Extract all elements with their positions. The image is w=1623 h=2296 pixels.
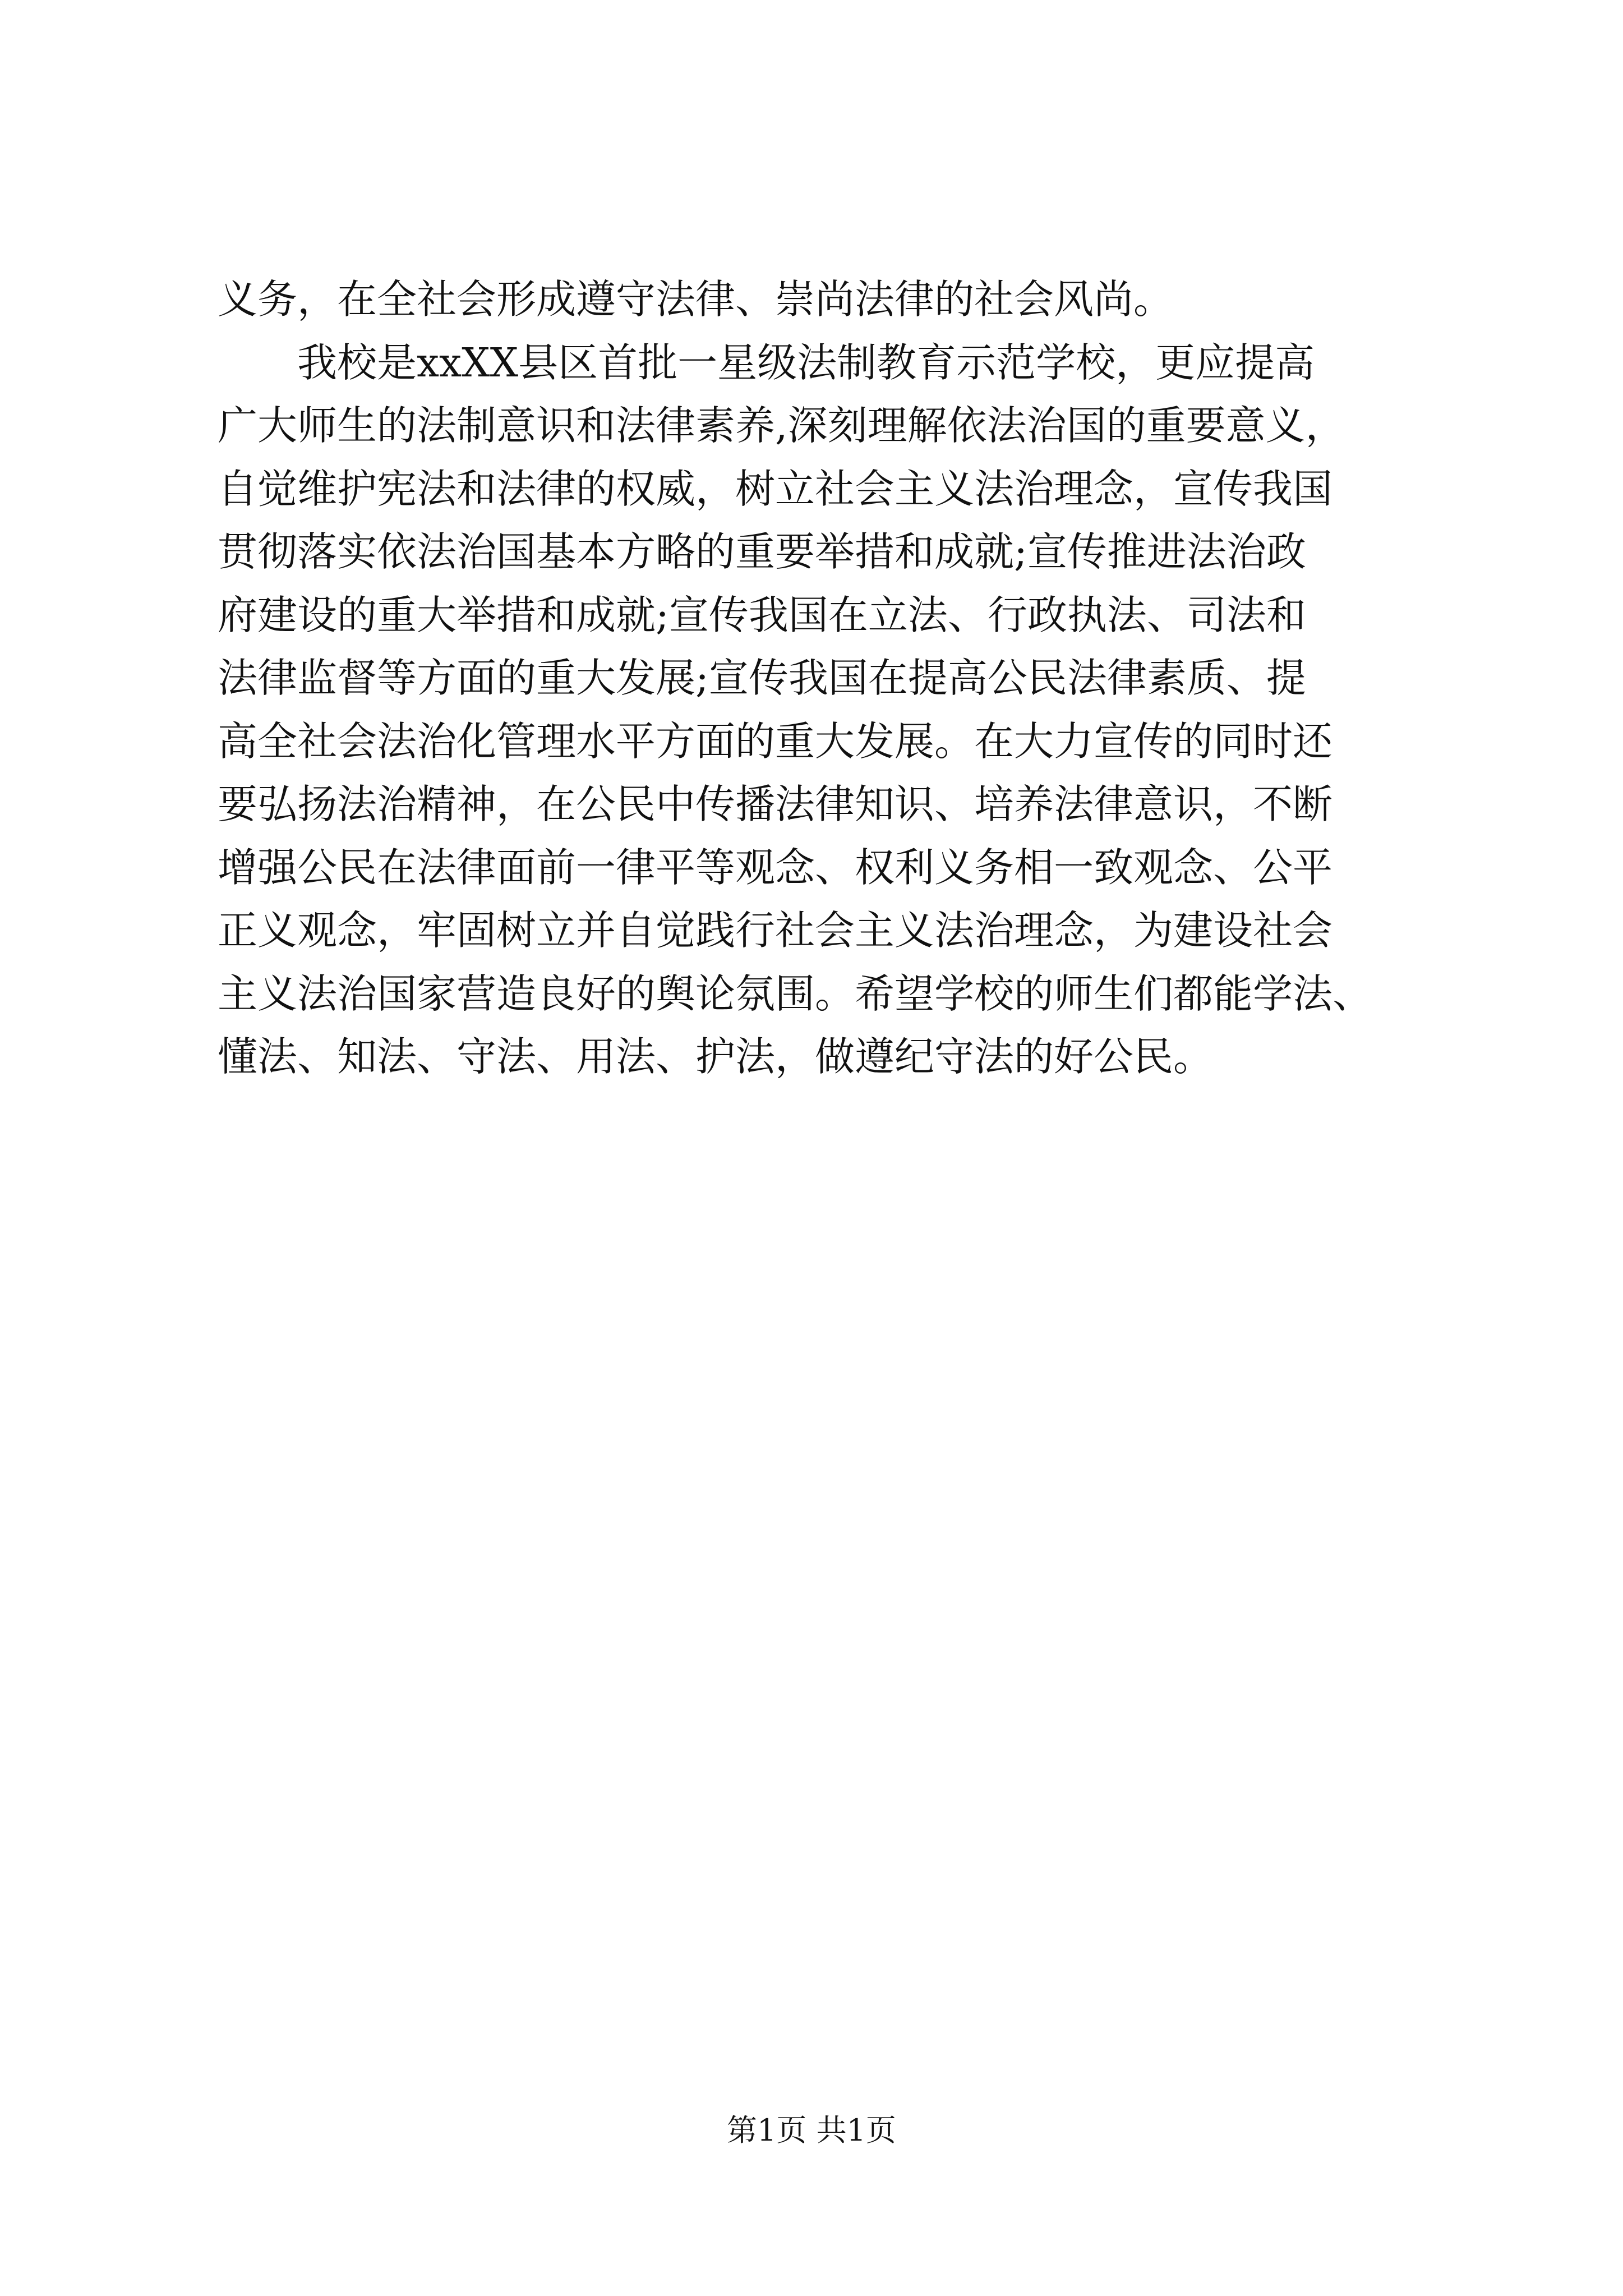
text-line: 法律监督等方面的重大发展;宣传我国在提高公民法律素质、提 [218,655,1306,701]
text-line: 义务，在全社会形成遵守法律、崇尚法律的社会风尚。 [218,276,1174,323]
text-line: 要弘扬法治精神，在公民中传播法律知识、培养法律意识，不断 [218,781,1333,827]
text-line: 自觉维护宪法和法律的权威，树立社会主义法治理念，宣传我国 [218,465,1333,512]
text-line: 增强公民在法律面前一律平等观念、权利义务相一致观念、公平 [218,844,1333,891]
page-number-footer: 第1页 共1页 [727,2113,896,2148]
text-line: 高全社会法治化管理水平方面的重大发展。在大力宣传的同时还 [218,717,1333,765]
text-line: 主义法治国家营造良好的舆论氛围。希望学校的师生们都能学法、 [218,970,1373,1017]
text-line: 广大师生的法制意识和法律素养,深刻理解依法治国的重要意义， [218,402,1345,449]
text-line: 懂法、知法、守法、用法、护法，做遵纪守法的好公民。 [218,1033,1214,1080]
text-line: 贯彻落实依法治国基本方略的重要举措和成就;宣传推进法治政 [218,528,1306,575]
text-line: 府建设的重大举措和成就;宣传我国在立法、行政执法、司法和 [218,591,1306,638]
paragraph-first-line: 我校是xxXX县区首批一星级法制教育示范学校，更应提高 [297,339,1315,386]
text-line: 正义观念，牢固树立并自觉践行社会主义法治理念，为建设社会 [218,907,1333,954]
body-text [218,268,1479,1089]
